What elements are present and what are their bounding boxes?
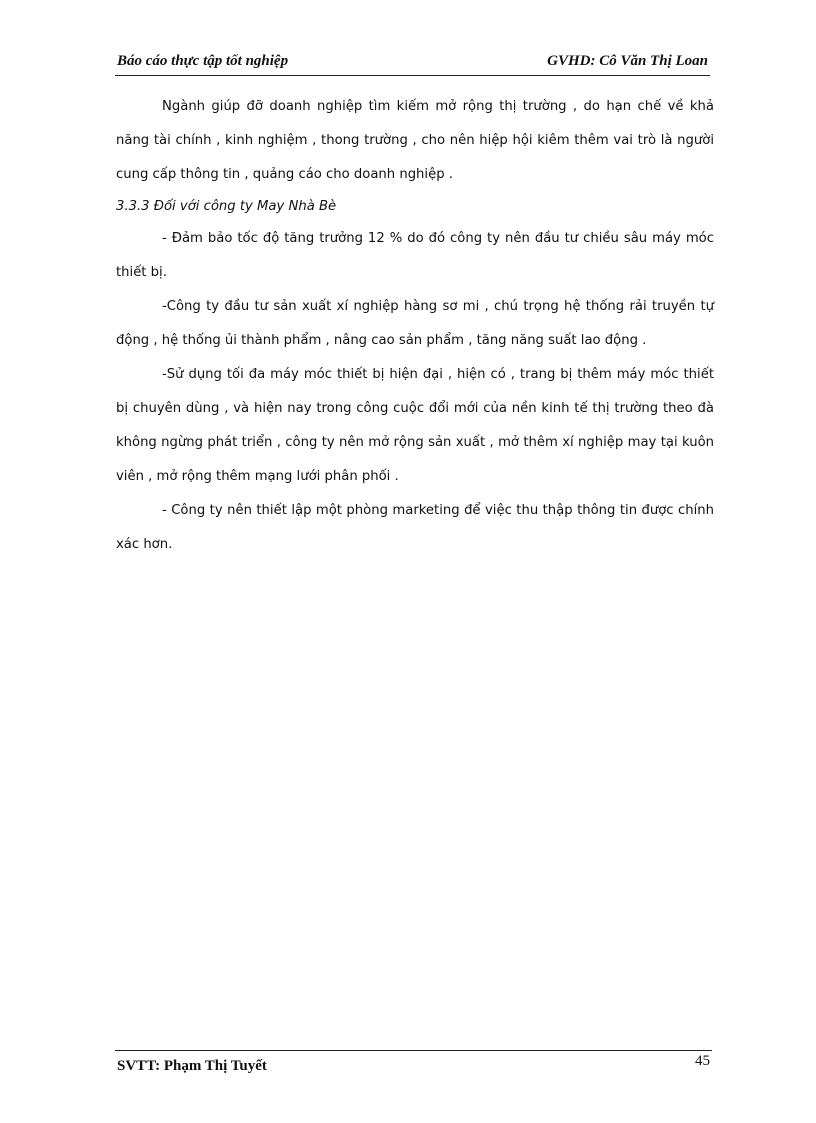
page-footer — [115, 1050, 712, 1083]
body-paragraph: -Công ty đầu tư sản xuất xí nghiệp hàng sơ mi , chú trọng hệ thống rải truyền tự động , hệ thống ủi thành phẩm , nâng cao sản phẩm , tăng năng suất lao động . — [116, 299, 714, 348]
body-paragraph: -Sử dụng tối đa máy móc thiết bị hiện đại , hiện có , trang bị thêm máy móc thiết bị chuyên dùng , và hiện nay trong công cuộc đổi mới của nền kinh tế thị trường theo đà không ngừng phát triển , công ty nên mở rộng sản xuất , mở thêm xí nghiệp may tại kuôn viên , mở rộng thêm mạng lưới phân phối . — [116, 367, 714, 484]
report-title: Báo cáo thực tập tốt nghiệp — [117, 53, 289, 69]
student-name: SVTT: Phạm Thị Tuyết — [117, 1058, 267, 1074]
section-heading: 3.3.3 Đối với công ty May Nhà Bè — [116, 199, 337, 214]
body-paragraph: - Công ty nên thiết lập một phòng marketing để việc thu thập thông tin được chính xác hơn. — [116, 503, 714, 552]
supervisor-name: GVHD: Cô Văn Thị Loan — [547, 53, 708, 69]
page-header — [115, 51, 710, 76]
page-number: 45 — [695, 1053, 710, 1069]
document-body — [116, 90, 714, 562]
body-paragraph: - Đảm bảo tốc độ tăng trưởng 12 % do đó công ty nên đầu tư chiều sâu máy móc thiết bị. — [116, 231, 714, 280]
intro-paragraph: Ngành giúp đỡ doanh nghiệp tìm kiếm mở rộng thị trường , do hạn chế về khả năng tài chính , kinh nghiệm , thong trường , cho nên hiệp hội kiêm thêm vai trò là người cung cấp thông tin , quảng cáo cho doanh nghiệp . — [116, 99, 714, 182]
